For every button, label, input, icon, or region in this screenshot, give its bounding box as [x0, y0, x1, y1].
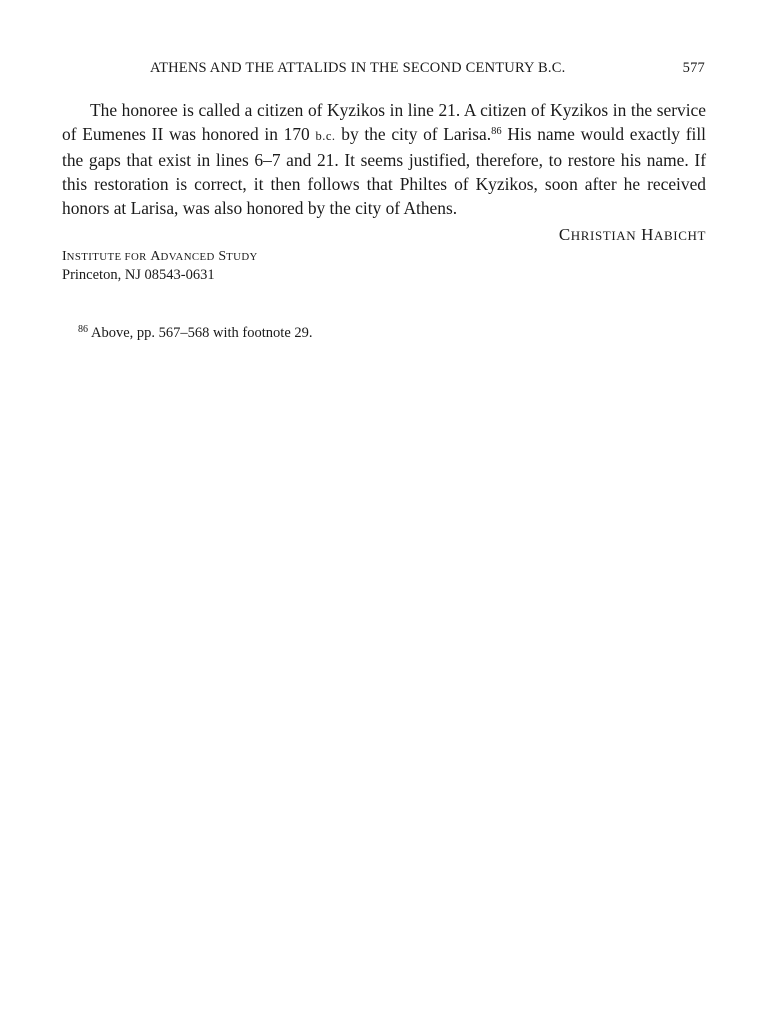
institution-word-3-rest: TUDY	[226, 251, 258, 263]
author-first-initial: C	[558, 225, 571, 244]
institution-word-1-rest: NSTITUTE FOR	[66, 251, 147, 263]
body-line-2-start: of Eumenes II was honored in 170	[62, 124, 316, 144]
era-abbreviation: b.c.	[315, 129, 336, 143]
institution-word-3-initial: S	[218, 249, 227, 264]
footnote	[78, 325, 313, 342]
body-line-2-end: His name would exactly fill	[501, 124, 706, 144]
body-line-5: honors at Larisa, was also honored by the city of Athens.	[62, 198, 458, 218]
institution-word-2-initial: A	[150, 249, 161, 264]
institution-word-1-initial: I	[62, 249, 67, 264]
page-number: 577	[682, 60, 705, 76]
institution-address: Princeton, NJ 08543-0631	[62, 266, 215, 283]
institution-word-2-rest: DVANCED	[160, 251, 215, 263]
body-paragraph	[62, 98, 706, 220]
author-first-rest: HRISTIAN	[570, 228, 637, 243]
author-last-initial: H	[641, 225, 654, 244]
body-line-2	[62, 122, 706, 148]
body-line-4: this restoration is correct, it then follows that Philtes of Kyzikos, soon after he received	[62, 174, 706, 194]
body-line-3: the gaps that exist in lines 6–7 and 21. It seems justified, therefore, to restore his name. If	[62, 150, 706, 170]
running-head	[62, 60, 705, 80]
body-line-2-middle: by the city of Larisa.	[335, 124, 492, 144]
author-last-rest: ABICHT	[654, 228, 706, 243]
institution-name	[62, 248, 258, 267]
footnote-number: 86	[78, 324, 88, 335]
running-title: ATHENS AND THE ATTALIDS IN THE SECOND CENTURY B.C.	[150, 60, 566, 76]
author-affiliation	[62, 248, 258, 284]
author-signature	[559, 225, 706, 245]
footnote-text: Above, pp. 567–568 with footnote 29.	[91, 325, 313, 341]
footnote-reference: 86	[491, 126, 502, 137]
body-line-1: The honoree is called a citizen of Kyzikos in line 21. A citizen of Kyzikos in the service	[90, 100, 706, 120]
